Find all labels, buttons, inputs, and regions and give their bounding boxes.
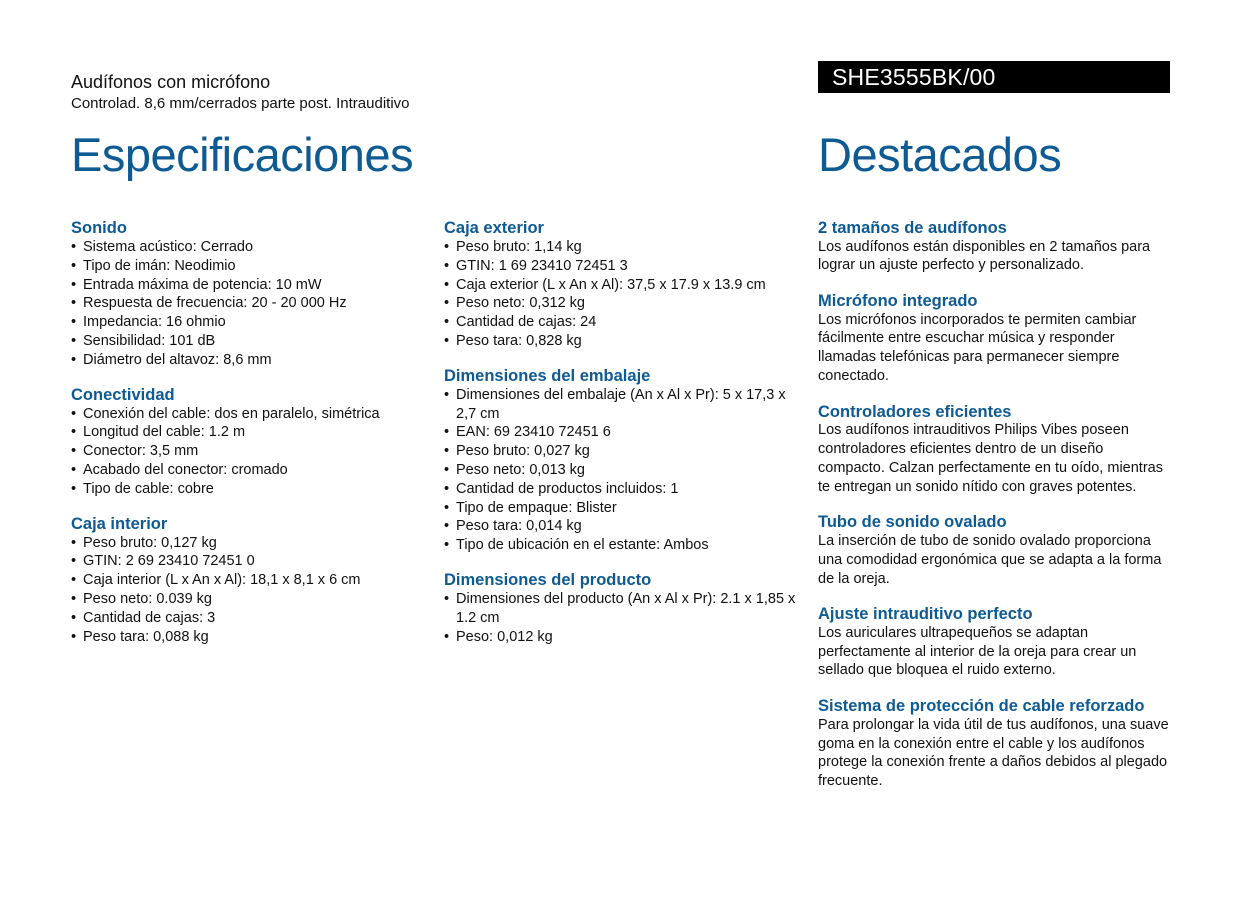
spec-item: • Conexión del cable: dos en paralelo, simétrica [71,405,421,424]
product-title: Audífonos con micrófono [71,72,271,92]
highlight-title: Micrófono integrado [818,292,978,311]
spec-section-dimensiones-del-embalaje [444,367,804,555]
highlight-text: Los audífonos intrauditivos Philips Vibes poseen controladores eficientes dentro de un diseño compacto. Calzan perfectamente en tu oído, mientras te entregan un sonido nítido con graves potentes. [818,422,1163,495]
spec-section-conectividad [71,386,421,499]
spec-item: • Peso tara: 0,088 kg [71,628,421,647]
spec-item: • Dimensiones del embalaje (An x Al x Pr): 5 x 17,3 x 2,7 cm [444,386,804,424]
spec-item: • Peso tara: 0,014 kg [444,517,804,536]
spec-item: • Sistema acústico: Cerrado [71,238,421,257]
spec-item: • Tipo de imán: Neodimio [71,257,421,276]
spec-item: • Sensibilidad: 101 dB [71,332,421,351]
spec-section-title: Sonido [71,219,127,237]
highlight-microfono-integrado [818,292,1170,386]
product-subtitle: Controlad. 8,6 mm/cerrados parte post. Intrauditivo [71,95,410,112]
spec-list [71,534,421,647]
spec-item: • GTIN: 2 69 23410 72451 0 [71,552,421,571]
highlight-text: Para prolongar la vida útil de tus audífonos, una suave goma en la conexión entre el cable y los audífonos protege la conexión frente a daños debidos al plegado frecuente. [818,716,1169,790]
model-number-bar: SHE3555BK/00 [818,61,1170,93]
spec-item: • Respuesta de frecuencia: 20 - 20 000 Hz [71,294,421,313]
spec-item: • GTIN: 1 69 23410 72451 3 [444,257,804,276]
spec-item: • Caja exterior (L x An x Al): 37,5 x 17.9 x 13.9 cm [444,276,804,295]
spec-item: • Impedancia: 16 ohmio [71,313,421,332]
highlight-text: Los micrófonos incorporados te permiten cambiar fácilmente entre escuchar música y responder llamadas telefónicas para permanecer siempre conectado. [818,311,1137,384]
spec-item: • Peso bruto: 0,027 kg [444,442,804,461]
spec-section-caja-exterior [444,219,804,351]
spec-section-title: Conectividad [71,385,175,404]
highlight-title: Controladores eficientes [818,402,1012,421]
spec-item: • Cantidad de cajas: 24 [444,313,804,332]
spec-item: • Tipo de ubicación en el estante: Ambos [444,536,804,555]
highlights-column [818,219,1170,808]
spec-column-2 [444,219,804,662]
spec-section-title: Dimensiones del embalaje [444,366,651,385]
spec-list [444,590,804,646]
spec-list [444,386,804,555]
spec-list [71,238,421,370]
spec-section-title: Caja interior [71,514,168,533]
spec-item: • Cantidad de productos incluidos: 1 [444,480,804,499]
spec-list [444,238,804,351]
spec-section-title: Caja exterior [444,219,544,237]
highlight-tubo-de-sonido-ovalado [818,513,1170,588]
spec-item: • EAN: 69 23410 72451 6 [444,423,804,442]
highlight-text: La inserción de tubo de sonido ovalado proporciona una comodidad ergonómica que se adapta a la forma de la oreja. [818,532,1162,587]
spec-section-sonido [71,219,421,370]
highlight-text: Los audífonos están disponibles en 2 tamaños para lograr un ajuste perfecto y personalizado. [818,238,1151,274]
spec-item: • Diámetro del altavoz: 8,6 mm [71,351,421,370]
spec-item: • Tipo de cable: cobre [71,480,421,499]
highlight-text: Los auriculares ultrapequeños se adaptan perfectamente al interior de la oreja para crear un sellado que bloquea el ruido externo. [818,624,1137,679]
highlight-sistema-de-proteccion-de-cable-reforzado [818,697,1170,791]
spec-item: • Dimensiones del producto (An x Al x Pr): 2.1 x 1,85 x 1.2 cm [444,590,804,628]
highlight-ajuste-intrauditivo-perfecto [818,605,1170,680]
highlights-heading: Destacados [818,128,1062,181]
spec-item: • Peso neto: 0,312 kg [444,294,804,313]
spec-item: • Peso neto: 0.039 kg [71,590,421,609]
spec-column-1 [71,219,421,662]
spec-item: • Peso tara: 0,828 kg [444,332,804,351]
spec-section-dimensiones-del-producto [444,571,804,646]
spec-item: • Conector: 3,5 mm [71,442,421,461]
spec-section-caja-interior [71,515,421,647]
spec-item: • Entrada máxima de potencia: 10 mW [71,276,421,295]
spec-item: • Peso: 0,012 kg [444,628,804,647]
spec-item: • Peso neto: 0,013 kg [444,461,804,480]
highlight-title: Sistema de protección de cable reforzado [818,697,1145,716]
spec-item: • Caja interior (L x An x Al): 18,1 x 8,1 x 6 cm [71,571,421,590]
highlight-title: Tubo de sonido ovalado [818,513,1007,532]
specifications-heading: Especificaciones [71,128,414,181]
spec-list [71,405,421,499]
spec-item: • Tipo de empaque: Blister [444,499,804,518]
highlight-title: 2 tamaños de audífonos [818,219,1007,237]
spec-item: • Longitud del cable: 1.2 m [71,423,421,442]
spec-item: • Peso bruto: 0,127 kg [71,534,421,553]
spec-item: • Peso bruto: 1,14 kg [444,238,804,257]
spec-item: • Acabado del conector: cromado [71,461,421,480]
spec-item: • Cantidad de cajas: 3 [71,609,421,628]
highlight-controladores-eficientes [818,403,1170,497]
spec-section-title: Dimensiones del producto [444,570,652,589]
highlight-2-tamanos-de-audifonos [818,219,1170,275]
highlight-title: Ajuste intrauditivo perfecto [818,605,1033,624]
